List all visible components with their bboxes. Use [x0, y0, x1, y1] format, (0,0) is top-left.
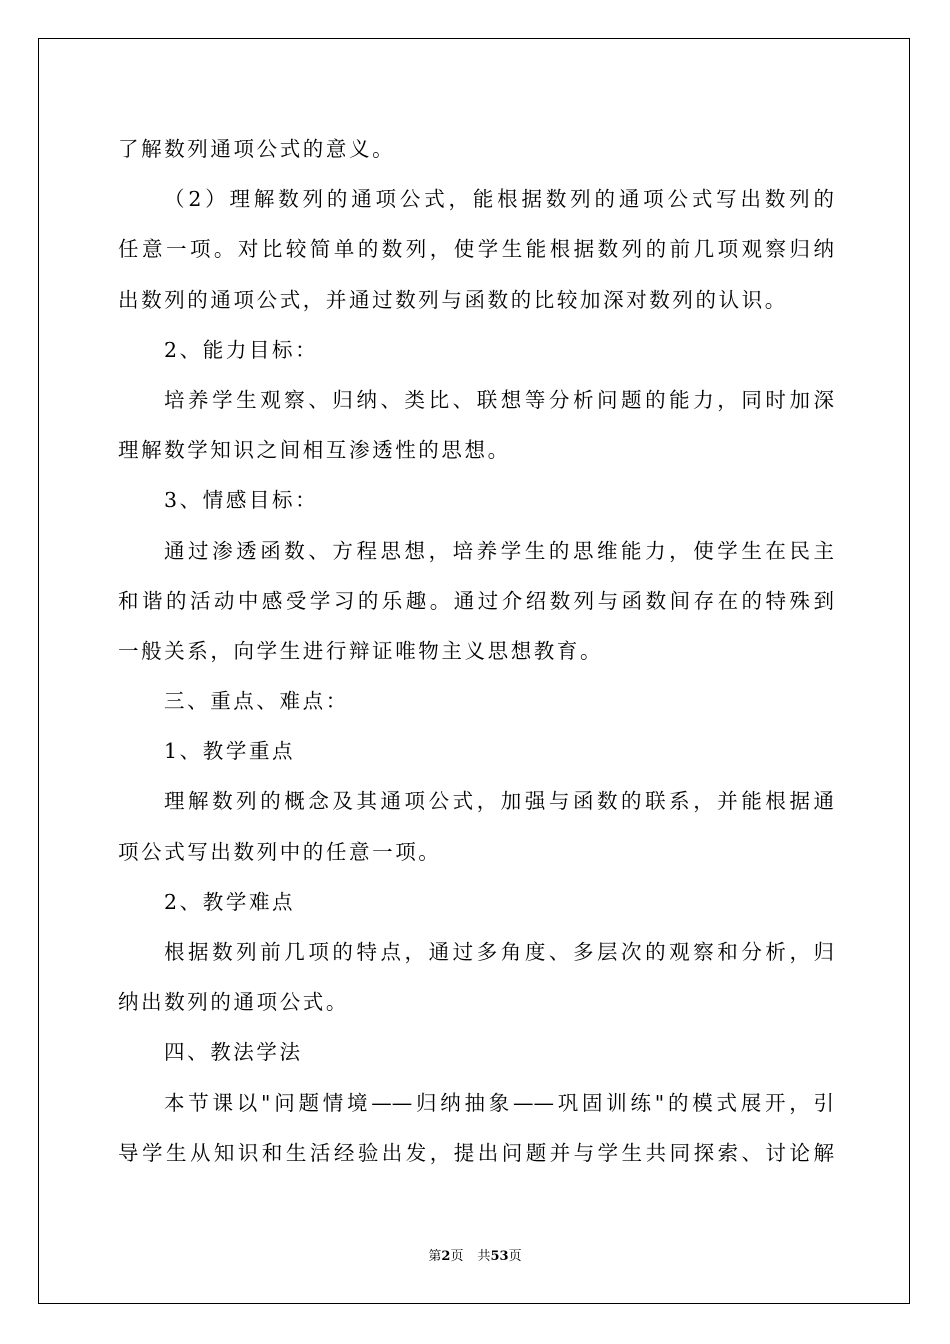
total-suffix: 页: [508, 1249, 522, 1264]
text-line: 和谐的活动中感受学习的乐趣。通过介绍数列与函数间存在的特殊到: [118, 588, 834, 613]
page-prefix: 第: [428, 1249, 442, 1264]
text-line: 一般关系，向学生进行辩证唯物主义思想教育。: [118, 638, 604, 663]
text-line: 通过渗透函数、方程思想，培养学生的思维能力，使学生在民主: [164, 538, 834, 563]
section-heading: 2、教学难点: [164, 889, 296, 914]
text-line: 导学生从知识和生活经验出发，提出问题并与学生共同探索、讨论解: [118, 1140, 834, 1165]
section-heading: 2、能力目标：: [164, 337, 319, 362]
text-line: 本节课以"问题情境——归纳抽象——巩固训练"的模式展开，引: [164, 1090, 834, 1115]
total-prefix: 共: [477, 1249, 491, 1264]
text-line: 项公式写出数列中的任意一项。: [118, 839, 442, 864]
text-line: 出数列的通项公式，并通过数列与函数的比较加深对数列的认识。: [118, 287, 788, 312]
text-line: 了解数列通项公式的意义。: [118, 137, 396, 161]
section-heading: 四、教法学法: [164, 1040, 303, 1065]
text-line: 理解数学知识之间相互渗透性的思想。: [118, 438, 511, 463]
section-heading: 1、教学重点: [164, 739, 296, 764]
page-footer: [0, 1248, 950, 1266]
section-heading: 3、情感目标：: [164, 488, 319, 513]
document-body: [118, 124, 834, 1178]
text-line: 理解数列的概念及其通项公式，加强与函数的联系，并能根据通: [164, 789, 834, 814]
text-line: 培养学生观察、归纳、类比、联想等分析问题的能力，同时加深: [164, 387, 834, 412]
text-line: （2）理解数列的通项公式，能根据数列的通项公式写出数列的: [164, 187, 834, 212]
page-number: 2: [441, 1249, 451, 1264]
text-line: 任意一项。对比较简单的数列，使学生能根据数列的前几项观察归纳: [118, 237, 834, 262]
text-line: 纳出数列的通项公式。: [118, 990, 349, 1015]
section-heading: 三、重点、难点：: [164, 689, 349, 714]
text-line: 根据数列前几项的特点，通过多角度、多层次的观察和分析，归: [164, 940, 834, 964]
page-suffix: 页: [450, 1249, 464, 1264]
total-pages: 53: [490, 1249, 509, 1264]
